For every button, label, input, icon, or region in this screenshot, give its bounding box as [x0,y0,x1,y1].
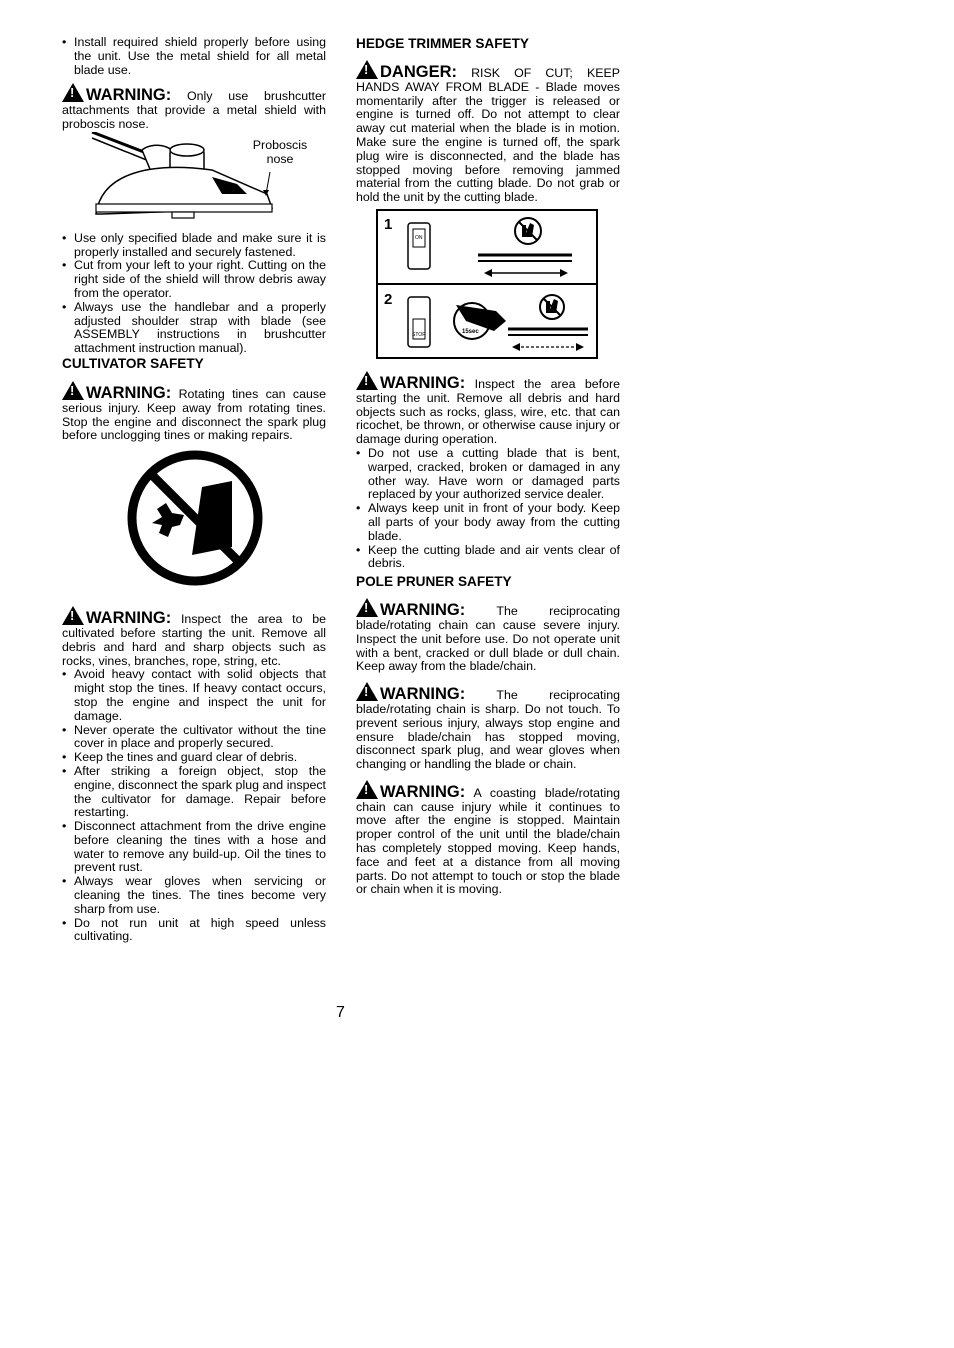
warning-text: Inspect the area to be cultivated before starting the unit. Remove all debris and hard and sharp objects such as rocks, vines, branches, rope, string, etc. [62,612,326,668]
warning-inspect-area [62,606,326,668]
list-item: • Avoid heavy contact with solid objects that might stop the tines. If heavy contact occurs, stop the engine and inspect the unit for damage. [62,668,326,723]
warning-triangle-icon [356,371,378,390]
list-item: • Install required shield properly before using the unit. Use the metal shield for all metal blade use. [62,36,326,77]
switch-on-label: ON [415,234,423,241]
warning-triangle-icon [356,682,378,701]
danger-block [356,60,620,205]
no-hands-figure [62,447,326,597]
list-item: • Keep the cutting blade and air vents clear of debris. [356,544,620,572]
list-item: • Always wear gloves when servicing or cleaning the tines. The tines become very sharp from use. [62,875,326,916]
warning-signal: WARNING: [86,86,172,105]
warning-text: The reciprocating blade/rotating chain is sharp. Do not touch. To prevent serious injury, always stop engine and ensure blade/chain has stopped moving, disconnect spark plug, and wear gloves when changing or handling the blade or chain. [356,688,621,772]
danger-signal: DANGER: [380,63,457,81]
left-column [62,36,326,944]
warning-coasting-blade [356,780,620,897]
proboscis-label [250,138,310,166]
list-item: • Do not run unit at high speed unless cultivating. [62,917,326,945]
warning-signal: WARNING: [380,685,466,704]
switch-stop-label: STOP [412,331,426,338]
section-heading-pole: POLE PRUNER SAFETY [356,574,512,590]
warning-triangle-icon [62,83,84,102]
list-item: • After striking a foreign object, stop the engine, disconnect the spark plug and inspect the cultivator for damage. Repair before restarting. [62,765,326,820]
hedge-diagram [376,209,598,359]
danger-triangle-icon [356,60,378,79]
blade-list [62,232,326,356]
warning-signal: WARNING: [86,383,172,402]
panel-number: 2 [384,290,393,308]
label-line: nose [266,151,294,166]
hedge-trimmer-panels [376,209,598,359]
warning-text: Rotating tines can cause serious injury. Keep away from rotating tines. Stop the engine and disconnect the spark plug before unclogging tines or making repairs. [62,386,326,443]
section-heading-cultivator: CULTIVATOR SAFETY [62,355,204,371]
warning-signal: WARNING: [380,782,466,801]
warning-signal: WARNING: [86,609,172,628]
danger-text: RISK OF CUT; KEEP HANDS AWAY FROM BLADE - Blade moves momentarily after the trigger is released or engine is turned off. Do not attempt to clear away cut material when the blade is in motion. Make sure the engine is turned off, the spark plug wire is disconnected, and the blade has stopped moving before removing jammed material from the cutting blade. Do not grab or hold the unit by the cutting blade. [356,66,620,205]
warning-triangle-icon [62,606,84,625]
label-line: Proboscis [252,137,308,152]
warning-brushcutter [62,83,326,131]
section-heading-hedge: HEDGE TRIMMER SAFETY [356,36,529,51]
panel-number: 1 [384,215,393,233]
warning-text: Only use brushcutter attachments that provide a metal shield with proboscis nose. [62,89,326,131]
list-item: • Never operate the cultivator without the tine cover in place and properly secured. [62,724,326,752]
warning-inspect [356,371,620,447]
warning-signal: WARNING: [380,373,466,392]
list-item: • Keep the tines and guard clear of debris. [62,751,326,765]
warning-blade-chain [356,598,620,674]
timer-label: 15sec [462,328,479,335]
warning-signal: WARNING: [380,601,466,620]
page-number: 7 [336,1004,345,1021]
brushcutter-figure [62,132,326,232]
shield-list [62,36,326,77]
warning-sharp-chain [356,682,620,772]
warning-triangle-icon [356,598,378,617]
warning-triangle-icon [356,780,378,799]
list-item: • Use only specified blade and make sure it is properly installed and securely fastened. [62,232,326,260]
warning-text: The reciprocating blade/rotating chain can cause severe injury. Inspect the unit before use. Do not operate unit with a bent, cracked or dull blade or dull chain. Keep away from the blade/chain. [356,604,621,674]
warning-text: A coasting blade/rotating chain can cause injury while it continues to move after the engine is stopped. Maintain proper control of the unit until the blade/chain has completely stopped moving. Keep hands, face and feet at a distance from all moving parts. Do not attempt to touch or stop the blade or chain when it is moving. [356,785,620,897]
list-item: • Cut from your left to your right. Cutting on the right side of the shield will throw debris away from the operator. [62,259,326,300]
cultivator-list [62,668,326,944]
list-item: • Do not use a cutting blade that is bent, warped, cracked, broken or damaged in any other way. Have worn or damaged parts replaced by your authorized service dealer. [356,447,620,502]
list-item: • Always use the handlebar and a properly adjusted shoulder strap with blade (see ASSEMBLY instructions in brushcutter attachment instruction manual). [62,301,326,356]
warning-triangle-icon [62,381,84,400]
right-column [356,36,620,897]
list-item: • Disconnect attachment from the drive engine before cleaning the tines with a hose and water to remove any build-up. Oil the tines to prevent rust. [62,820,326,875]
warning-text: Inspect the area before starting the unit. Remove all debris and hard objects such as rocks, glass, wire, etc. that can ricochet, be thrown, or otherwise cause injury or damage during operation. [356,376,621,447]
warning-tines [62,381,326,443]
hedge-list [356,447,620,571]
no-hands-near-tines-icon [62,447,326,597]
list-item: • Always keep unit in front of your body. Keep all parts of your body away from the cutting blade. [356,502,620,543]
